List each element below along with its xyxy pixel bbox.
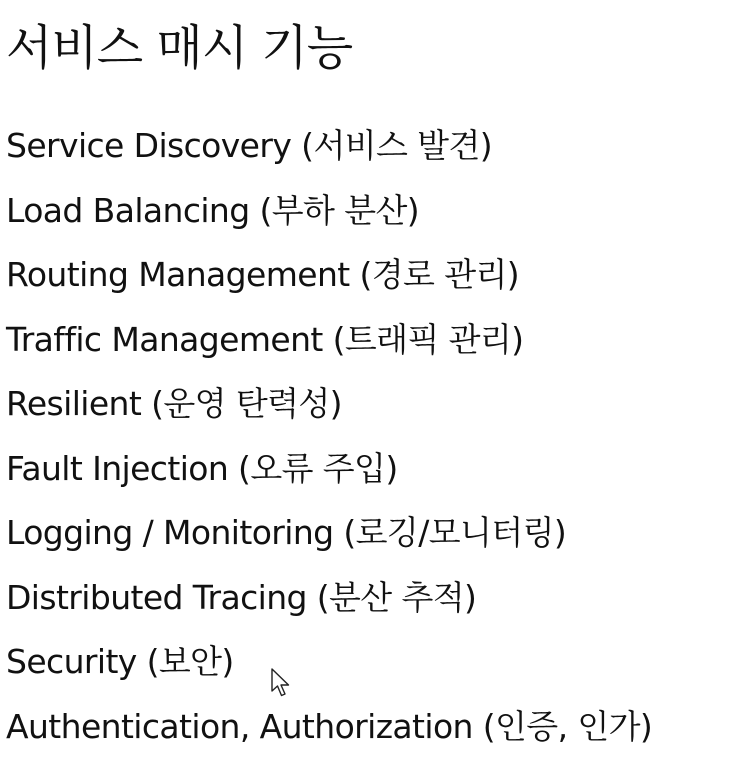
feature-item-fault-injection: Fault Injection (오류 주입)	[6, 448, 398, 488]
feature-item-routing-management: Routing Management (경로 관리)	[6, 255, 520, 294]
slide-title: 서비스 매시 기능	[6, 20, 353, 76]
feature-item-service-discovery: Service Discovery (서비스 발견)	[6, 126, 493, 165]
feature-item-load-balancing: Load Balancing (부하 분산)	[6, 190, 420, 230]
feature-item-logging-monitoring: Logging / Monitoring (로깅/모니터링)	[6, 513, 567, 552]
feature-list	[6, 124, 734, 766]
mouse-pointer-icon	[270, 668, 292, 698]
feature-item-security: Security (보안)	[6, 642, 234, 681]
feature-item-distributed-tracing: Distributed Tracing (분산 추적)	[6, 577, 477, 617]
feature-item-traffic-management: Traffic Management (트래픽 관리)	[6, 319, 524, 359]
feature-item-authentication-authorization: Authentication, Authorization (인증, 인가)	[6, 706, 653, 746]
feature-item-resilient: Resilient (운영 탄력성)	[6, 384, 342, 423]
